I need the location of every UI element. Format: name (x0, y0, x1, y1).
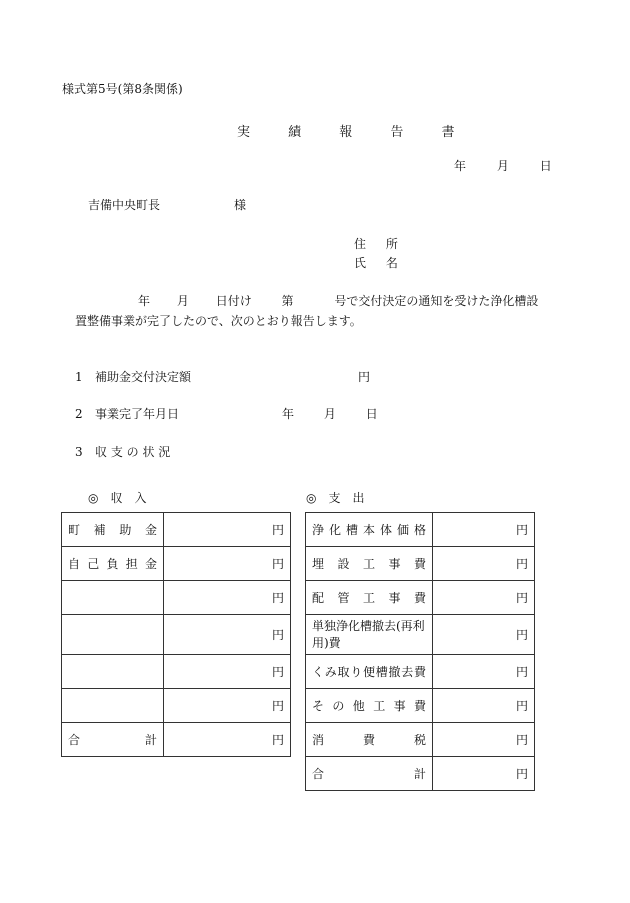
expense-label: 配管工事費 (306, 581, 433, 615)
expense-label: 単独浄化槽撤去(再利用)費 (306, 615, 433, 655)
expense-amount-cell: 円 (433, 723, 535, 757)
table-row (62, 581, 291, 615)
completion-date (282, 405, 378, 422)
expense-amount-cell: 円 (433, 655, 535, 689)
expense-label: 浄化槽本体価格 (306, 513, 433, 547)
name-label: 氏 名 (354, 256, 406, 270)
income-amount-cell: 円 (164, 547, 291, 581)
income-total-label: 合計 (62, 723, 164, 757)
table-row (306, 513, 535, 547)
item-number: 1 (75, 370, 83, 384)
income-label (62, 655, 164, 689)
table-row (306, 547, 535, 581)
income-label: 町補助金 (62, 513, 164, 547)
table-row (306, 615, 535, 655)
expense-total-cell: 円 (433, 757, 535, 791)
report-date (454, 157, 552, 174)
expense-amount-cell: 円 (433, 615, 535, 655)
item-3 (75, 443, 170, 460)
expense-amount-cell: 円 (433, 581, 535, 615)
addressee-honorific: 様 (234, 198, 247, 212)
table-row (62, 689, 291, 723)
expense-heading: ◎ 支 出 (306, 491, 365, 505)
income-label: 自己負担金 (62, 547, 164, 581)
income-amount-cell: 円 (164, 689, 291, 723)
item-label: 事業完了年月日 (95, 407, 180, 421)
expense-amount-cell: 円 (433, 547, 535, 581)
expense-table (305, 512, 535, 791)
income-table (61, 512, 291, 757)
item-number: 3 (75, 445, 83, 459)
item-number: 2 (75, 407, 83, 421)
table-row (306, 757, 535, 791)
income-label (62, 689, 164, 723)
body-line1-tail: 号で交付決定の通知を受けた浄化槽設 (334, 294, 539, 308)
item-label: 収 支 の 状 況 (95, 445, 171, 459)
table-row (62, 513, 291, 547)
expense-label: 消費税 (306, 723, 433, 757)
expense-label: くみ取り便槽撤去費 (306, 655, 433, 689)
income-label (62, 615, 164, 655)
income-amount-cell: 円 (164, 655, 291, 689)
expense-label: その他工事費 (306, 689, 433, 723)
expense-total-label: 合計 (306, 757, 433, 791)
addressee-name: 吉備中央町長 (88, 198, 161, 212)
body-line-2: 置整備事業が完了したので、次のとおり報告します。 (75, 314, 362, 328)
completion-month: 月 (323, 407, 336, 421)
table-row (306, 655, 535, 689)
date-year-label: 年 (454, 159, 467, 173)
table-row (306, 723, 535, 757)
expense-amount-cell: 円 (433, 513, 535, 547)
date-month-label: 月 (496, 159, 509, 173)
completion-day: 日 (365, 407, 378, 421)
income-label (62, 581, 164, 615)
item-2 (75, 405, 179, 422)
income-amount-cell: 円 (164, 581, 291, 615)
body-month: 月 (176, 294, 189, 308)
table-row (62, 547, 291, 581)
body-line-1 (138, 292, 538, 309)
item-1 (75, 368, 191, 385)
body-day-dated: 日付け (215, 294, 252, 308)
income-amount-cell: 円 (164, 513, 291, 547)
income-total-cell: 円 (164, 723, 291, 757)
income-heading: ◎ 収 入 (88, 491, 147, 505)
table-row (62, 615, 291, 655)
table-row (306, 689, 535, 723)
addressee (88, 196, 246, 213)
body-dai: 第 (281, 294, 294, 308)
document-title: 実 績 報 告 書 (237, 125, 472, 140)
expense-amount-cell: 円 (433, 689, 535, 723)
income-amount-cell: 円 (164, 615, 291, 655)
table-row (62, 655, 291, 689)
form-number: 様式第5号(第8条関係) (62, 82, 183, 96)
table-row (306, 581, 535, 615)
decision-amount-unit: 円 (358, 370, 371, 384)
body-year: 年 (138, 294, 151, 308)
completion-year: 年 (282, 407, 295, 421)
address-label: 住 所 (354, 237, 406, 251)
expense-label: 埋設工事費 (306, 547, 433, 581)
item-label: 補助金交付決定額 (95, 370, 192, 384)
table-row (62, 723, 291, 757)
date-day-label: 日 (539, 159, 552, 173)
